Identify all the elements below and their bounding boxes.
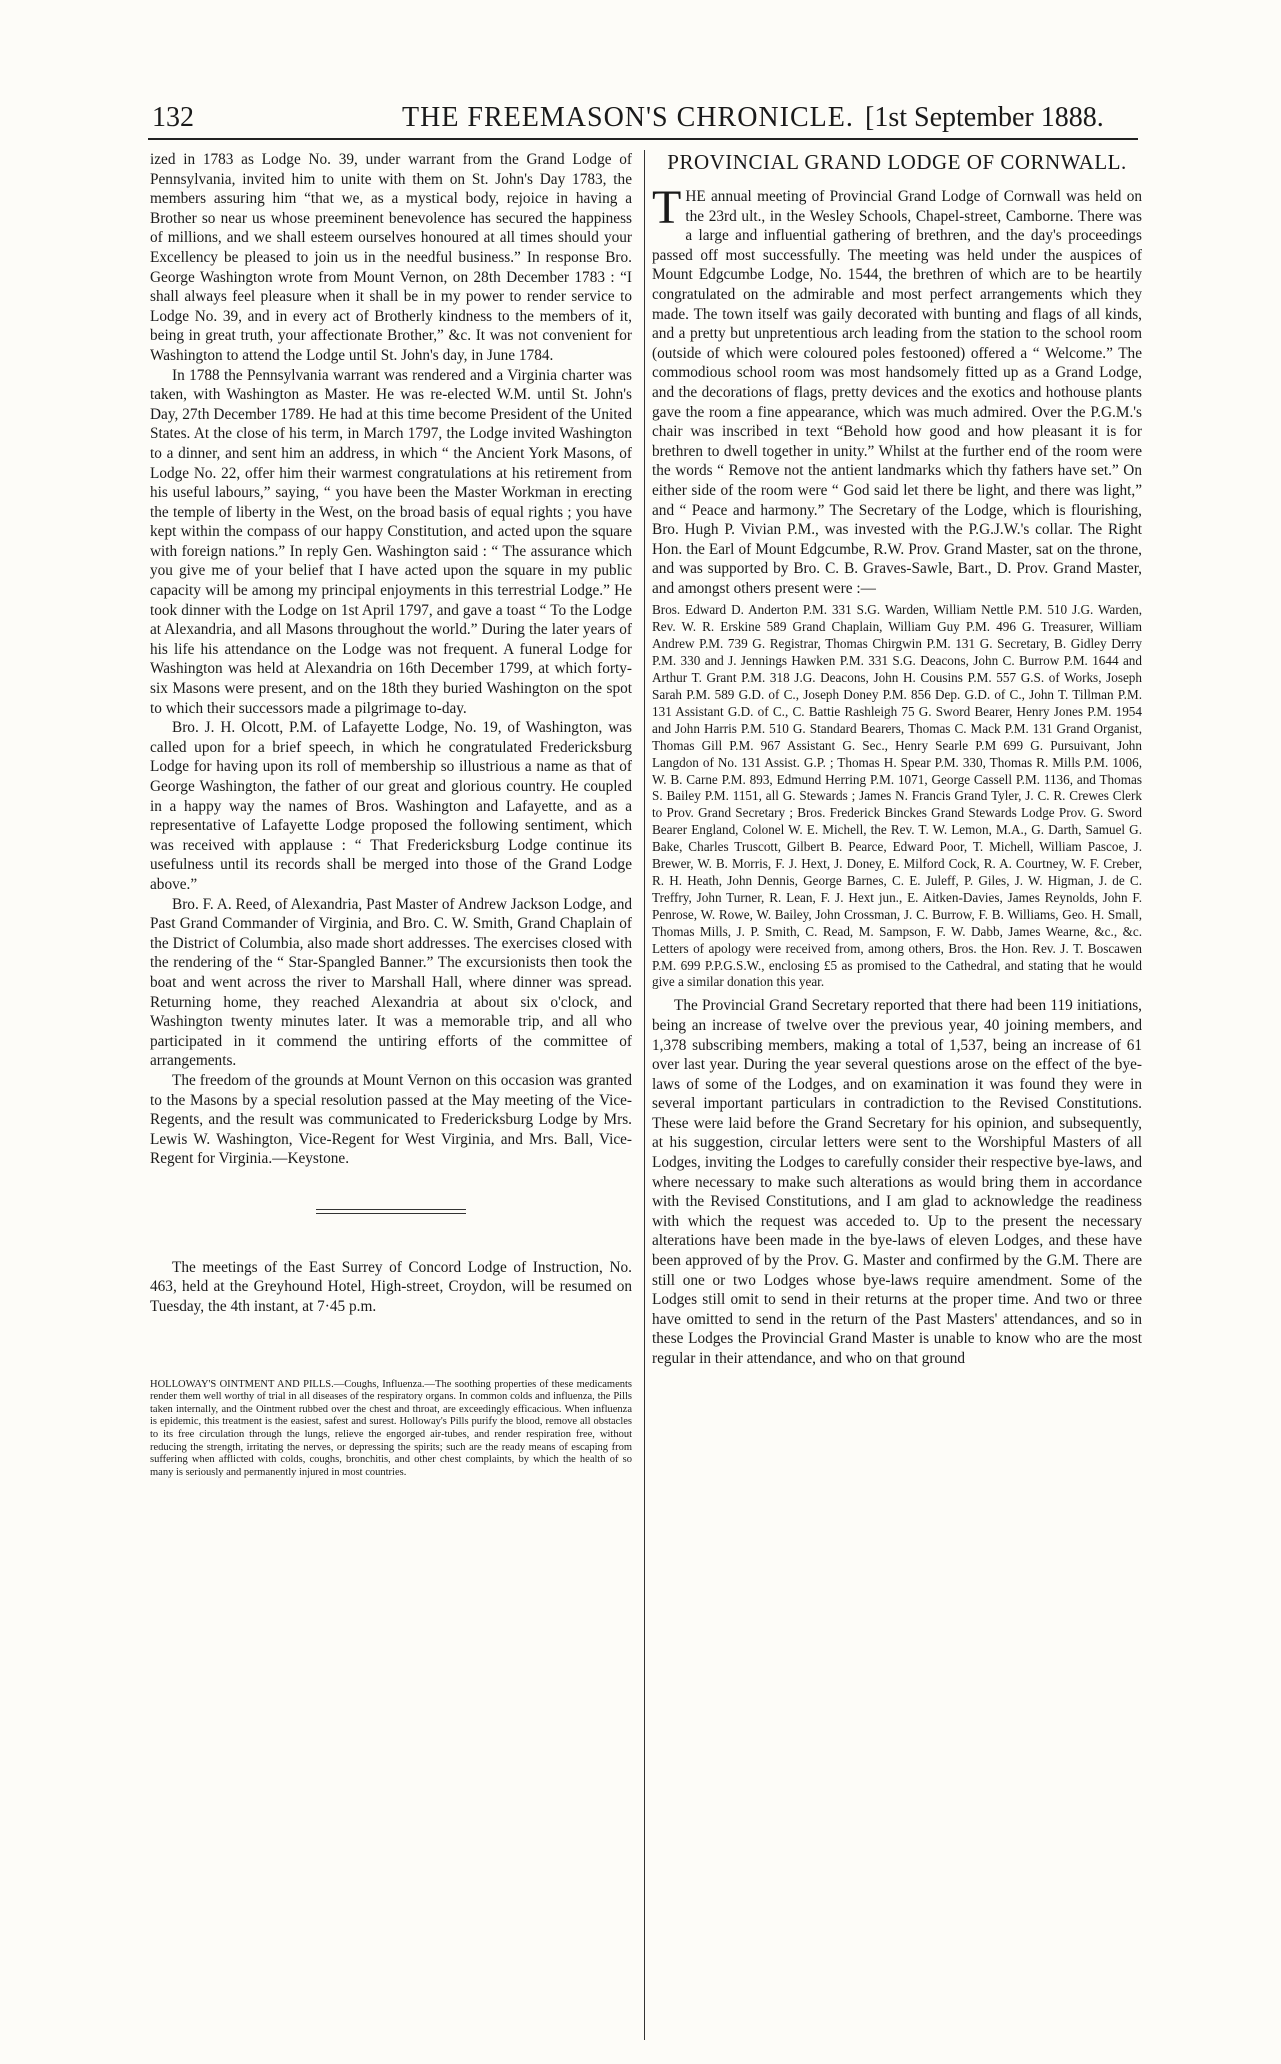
page-number: 132 [152,102,194,133]
section-separator [150,1209,632,1214]
drop-cap: T [652,181,682,234]
issue-date: [1st September 1888. [865,102,1104,133]
left-column [150,150,632,1479]
right-column [652,150,1142,1369]
page-header [140,100,1140,140]
column-divider [644,150,645,2040]
header-rule [148,138,1138,140]
article-paragraph: In 1788 the Pennsylvania warrant was rendered and a Virginia charter was taken, with Washington as Master. He was re-elected W.M. until St. John's Day, 27th December 1789. He had at this time become President of the United States. At the close of his term, in March 1797, the Lodge invited Washington to a dinner, and sent him an address, in which “ the Ancient York Masons, of Lodge No. 22, offer him their warmest congratulations at his retirement from his useful labours,” saying, “ you have been the Master Workman in erecting the temple of liberty in the West, on the broad basis of equal rights ; you have kept within the compass of our happy Constitution, and acted upon the square with foreign nations.” In reply Gen. Washington said : “ The assurance which you give me of your belief that I have acted upon the square in my public capacity will be among my principal enjoyments in this terrestrial Lodge.” He took dinner with the Lodge on 1st April 1797, and gave a toast “ To the Lodge at Alexandria, and all Masons throughout the world.” During the later years of his life his attendance on the Lodge was not frequent. A funeral Lodge for Washington was held at Alexandria on 16th December 1799, at which forty-six Masons were present, and on the 18th they buried Washington on the spot to which their successors made a pilgrimage to-day. [150,366,632,717]
article-intro [652,181,1142,598]
attendees-list [652,602,1142,991]
article-paragraph: The freedom of the grounds at Mount Vernon on this occasion was granted to the Masons by a special resolution passed at the May meeting of the Vice-Regents, and the result was communicated to Fredericksburg Lodge by Mrs. Lewis W. Washington, Vice-Regent for West Virginia, and Mrs. Ball, Vice-Regent for Virginia.—Keystone. [150,1071,632,1168]
article-paragraph: Bro. J. H. Olcott, P.M. of Lafayette Lodge, No. 19, of Washington, was called upon for a brief speech, in which he congratulated Fredericksburg Lodge for having upon its roll of membership so illustrious a name as that of George Washington, the father of our great and glorious country. He coupled in a happy way the names of Bros. Washington and Lafayette, and as a representative of Lafayette Lodge proposed the following sentiment, which was received with applause : “ That Fredericksburg Lodge continue its usefulness until its records shall be merged into those of the Grand Lodge above.” [150,719,632,893]
article-paragraph: Bro. F. A. Reed, of Alexandria, Past Master of Andrew Jackson Lodge, and Past Grand Commander of Virginia, and Bro. C. W. Smith, Grand Chaplain of the District of Columbia, also made short addresses. The exercises closed with the rendering of the “ Star-Spangled Banner.” The excursionists then took the boat and went across the river to Marshall Hall, where dinner was spread. Returning home, they reached Alexandria at about six o'clock, and Washington twenty minutes later. It was a memorable trip, and all who participated in it commend the untiring efforts of the committee of arrangements. [150,895,632,1070]
holloway-advertisement [150,1379,632,1480]
advertisement-text: HOLLOWAY'S OINTMENT AND PILLS.—Coughs, Influenza.—The soothing properties of these medicaments render them well worthy of trial in all diseases of the respiratory organs. In common colds and influenza, the Pills taken internally, and the Ointment rubbed over the chest and throat, are exceedingly efficacious. When influenza is epidemic, this treatment is the easiest, safest and surest. Holloway's Pills purify the blood, remove all obstacles to its free circulation through the lungs, relieve the engorged air-tubes, and render respiration free, without reducing the strength, irritating the nerves, or depressing the spirits; such are the ready means of escaping from suffering when afflicted with colds, coughs, bronchitis, and other chest complaints, by which the health of so many is seriously and permanently injured in most countries. [150,1378,632,1478]
secretary-report: The Provincial Grand Secretary reported that there had been 119 initiations, being an increase of twelve over the previous year, 40 joining members, and 1,378 subscribing members, making a total of 1,537, being an increase of 61 over last year. During the year several questions arose on the effect of the bye-laws of some of the Lodges, and on examination it was found they were in several important particulars in contradiction to the Revised Constitutions. These were laid before the Grand Secretary for his opinion, and subsequently, at his suggestion, circular letters were sent to the Worshipful Masters of all Lodges, inviting the Lodges to carefully consider their respective bye-laws, and where necessary to make such alterations as would bring them in accordance with the Revised Constitutions, and I am glad to acknowledge the readiness with which the request was acceded to. Up to the present the necessary alterations have been made in the bye-laws of eleven Lodges, and these have been approved of by the Prov. G. Master and confirmed by the G.M. There are still one or two Lodges whose bye-laws require amendment. Some of the Lodges still omit to send in their returns at the proper time. And two or three have omitted to send in the return of the Past Masters' attendances, and so in these Lodges the Provincial Grand Master is unable to know who are the most regular in their attendance, and who on that ground [652,997,1142,1367]
masthead-title: THE FREEMASON'S CHRONICLE. [402,102,854,133]
lodge-meeting-notice: The meetings of the East Surrey of Concord Lodge of Instruction, No. 463, held at the Greyhound Hotel, High-street, Croydon, will be resumed on Tuesday, the 4th instant, at 7·45 p.m. [150,1258,632,1316]
article-heading: PROVINCIAL GRAND LODGE OF CORNWALL. [667,150,1127,174]
article-paragraph: ized in 1783 as Lodge No. 39, under warrant from the Grand Lodge of Pennsylvania, invited him to unite with them on St. John's Day 1783, the members assuring him “that we, as a mystical body, rejoice in having a Brother so near us whose preeminent benevolence has secured the happiness of millions, and we shall esteem ourselves honoured at all times should your Excellency be pleased to join us in the needful business.” In response Bro. George Washington wrote from Mount Vernon, on 28th December 1783 : “I shall always feel pleasure when it shall be in my power to render service to Lodge No. 39, and in every act of Brotherly kindness to the members of it, being in great truth, your affectionate Brother,” &c. It was not convenient for Washington to attend the Lodge until St. John's day, in June 1784. [150,151,632,364]
attendees-text: Bros. Edward D. Anderton P.M. 331 S.G. Warden, William Nettle P.M. 510 J.G. Warden, Rev. W. R. Erskine 589 Grand Chaplain, William Guy P.M. 496 G. Treasurer, William Andrew P.M. 739 G. Registrar, Thomas Chirgwin P.M. 131 G. Secretary, B. Gidley Derry P.M. 330 and J. Jennings Hawken P.M. 331 S.G. Deacons, John C. Burrow P.M. 1644 and Arthur T. Grant P.M. 318 J.G. Deacons, John H. Cousins P.M. 557 G.S. of Works, Joseph Sarah P.M. 589 G.D. of C., Joseph Doney P.M. 856 Dep. G.D. of C., John T. Tillman P.M. 131 Assistant G.D. of C., C. Battie Rashleigh 75 G. Sword Bearer, Henry Jones P.M. 1954 and John Harris P.M. 510 G. Standard Bearers, Thomas C. Mack P.M. 131 Grand Organist, Thomas Gill P.M. 967 Assistant G. Sec., Henry Searle P.M 699 G. Pursuivant, John Langdon of No. 131 Assist. G.P. ; Thomas H. Spear P.M. 330, Thomas R. Mills P.M. 1006, W. B. Carne P.M. 893, Edmund Herring P.M. 1071, George Cassell P.M. 1136, and Thomas S. Bailey P.M. 1151, all G. Stewards ; James N. Francis Grand Tyler, J. C. R. Crewes Clerk to Prov. Grand Secretary ; Bros. Frederick Binckes Grand Stewards Lodge Prov. G. Sword Bearer England, Colonel W. E. Michell, the Rev. T. W. Lemon, M.A., G. Darth, Samuel G. Bake, Charles Truscott, Gilbert B. Pearce, Edward Poor, T. Michell, William Pascoe, J. Brewer, W. B. Morris, F. J. Hext, J. Doney, E. Milford Cock, R. A. Courtney, W. F. Creber, R. H. Heath, John Dennis, George Barnes, C. E. Juleff, P. Giles, J. W. Higman, J. de C. Treffry, John Turner, R. Lean, F. J. Hext jun., E. Aitken-Davies, James Reynolds, John F. Penrose, W. Rowe, W. Bailey, John Crossman, J. C. Burrow, F. B. Williams, Geo. H. Small, Thomas Mills, J. P. Smith, C. Read, M. Sampson, F. W. Dabb, James Wearne, &c., &c. Letters of apology were received from, among others, Bros. the Hon. Rev. J. T. Boscawen P.M. 699 P.P.G.S.W., enclosing £5 as promised to the Cathedral, and stating that he would give a similar donation this year. [652,602,1142,990]
intro-text: HE annual meeting of Provincial Grand Lodge of Cornwall was held on the 23rd ult., in the Wesley Schools, Chapel-street, Camborne. There was a large and influential gathering of brethren, and the day's proceedings passed off most successfully. The meeting was held under the auspices of Mount Edgcumbe Lodge, No. 1544, the brethren of which are to be heartily congratulated on the admirable and most perfect arrangements which they made. The town itself was gaily decorated with bunting and flags of all kinds, and a pretty but unpretentious arch leading from the station to the school room (outside of which were coloured poles festooned) offered a “ Welcome.” The commodious school room was most handsomely fitted up as a Grand Lodge, and the decorations of flags, pretty devices and the exotics and hothouse plants gave the room a fine appearance, which was much admired. Over the P.G.M.'s chair was inscribed in text “Behold how good and how pleasant it is for brethren to dwell together in unity.” Whilst at the further end of the room were the words “ Remove not the antient landmarks which thy fathers have set.” On either side of the room were “ God said let there be light, and there was light,” and “ Peace and harmony.” The Secretary of the Lodge, which is flourishing, Bro. Hugh P. Vivian P.M., was invested with the P.G.J.W.'s collar. The Right Hon. the Earl of Mount Edgcumbe, R.W. Prov. Grand Master, sat on the throne, and was supported by Bro. C. B. Graves-Sawle, Bart., D. Prov. Grand Master, and amongst others present were :— [652,188,1142,597]
